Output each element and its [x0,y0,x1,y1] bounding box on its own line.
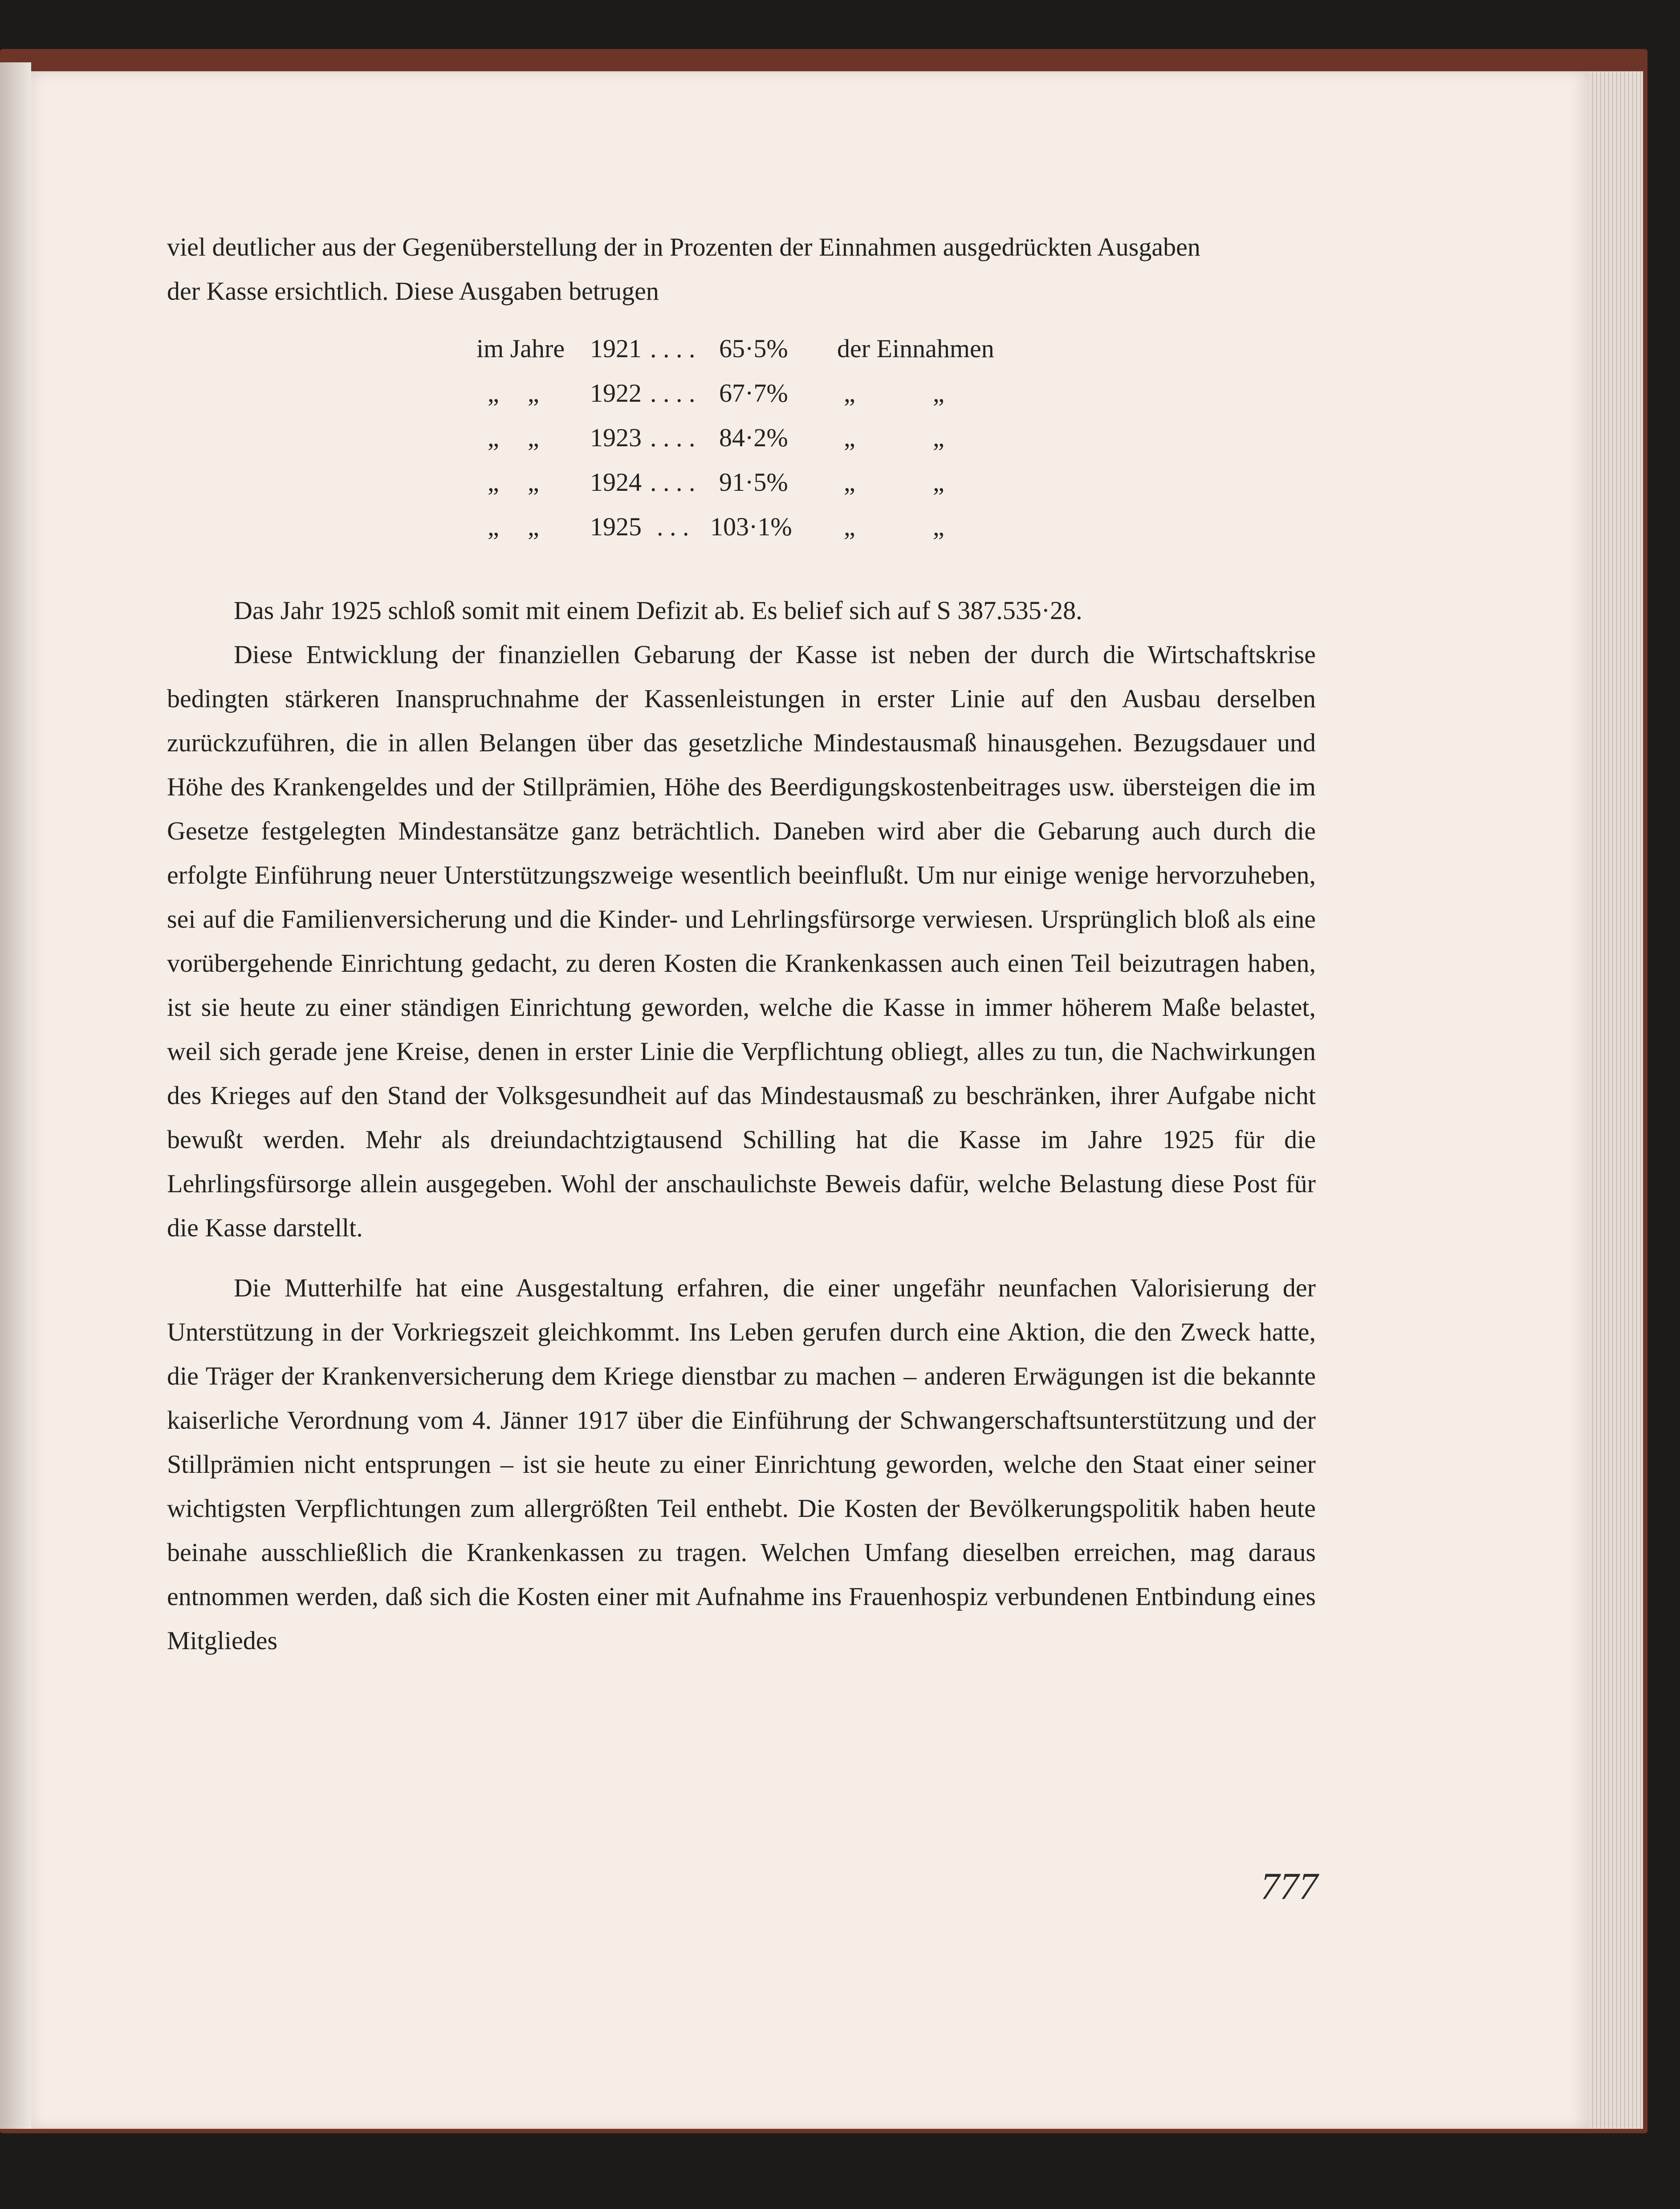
table-ditto: „ [844,468,855,497]
table-ditto: „ [844,423,855,452]
table-ditto: „ [933,468,944,497]
table-ditto: „ [933,512,944,541]
table-suffix: der Einnahmen [837,334,994,363]
table-dots: . . . [657,512,689,541]
left-page-edge [0,62,31,2129]
expense-table [167,326,1316,576]
table-prefix: im Jahre [476,334,565,363]
intro-line-1: viel deutlicher aus der Gegenüberstellung der in Prozenten der Einnahmen ausgedrückten Ausgaben [167,232,1200,261]
table-ditto: „ [488,379,499,408]
page-stack-edge [1590,71,1643,2129]
table-value: 67·7% [719,379,788,408]
table-dots: . . . . [650,423,696,452]
paragraph-deficit: Das Jahr 1925 schloß somit mit einem Defizit ab. Es belief sich auf S 387.535·28. [234,596,1082,625]
table-value: 103·1% [710,512,792,541]
table-ditto: „ [933,379,944,408]
table-value: 91·5% [719,468,788,497]
table-year: 1925 [590,512,642,541]
table-ditto: „ [488,423,499,452]
paragraph-mutterhilfe: Die Mutterhilfe hat eine Ausgestaltung erfahren, die einer ungefähr neunfachen Valorisierung der Unterstützung in der Vorkriegszeit gleichkommt. Ins Leben gerufen durch eine Aktion, die den Zweck hatte, die Träger der Krankenversicherung dem Kriege dienstbar zu machen – anderen Erwägungen ist die bekannte kaiserliche Verordnung vom 4. Jänner 1917 über die Einführung der Schwangerschaftsunterstützung und der Stillprämien nicht entsprungen – ist sie heute zu einer Einrichtung geworden, welche den Staat einer seiner wichtigsten Verpflichtungen zum allergrößten Teil enthebt. Die Kosten der Bevölkerungspolitik haben heute beinahe ausschließlich die Krankenkassen zu tragen. Welchen Umfang dieselben erreichen, mag daraus entnommen werden, daß sich die Kosten einer mit Aufnahme ins Frauenhospiz verbundenen Entbindung eines Mitgliedes [167,1273,1316,1655]
table-value: 84·2% [719,423,788,452]
table-dots: . . . . [650,334,696,363]
table-ditto: „ [528,379,539,408]
page-text [167,225,1316,1663]
table-year: 1921 [590,334,642,363]
table-year: 1924 [590,468,642,497]
page-number: 777 [1261,1865,1318,1907]
table-ditto: „ [528,468,539,497]
table-year: 1923 [590,423,642,452]
table-year: 1922 [590,379,642,408]
table-ditto: „ [528,423,539,452]
paragraph-development: Diese Entwicklung der finanziellen Gebarung der Kasse ist neben der durch die Wirtschaftskrise bedingten stärkeren Inanspruchnahme der Kassenleistungen in erster Linie auf den Ausbau derselben zurückzuführen, die in allen Belangen über das gesetzliche Mindestausmaß hinausgehen. Bezugsdauer und Höhe des Krankengeldes und der Stillprämien, Höhe des Beerdigungskostenbeitrages usw. übersteigen die im Gesetze festgelegten Mindestansätze ganz beträchtlich. Daneben wird aber die Gebarung auch durch die erfolgte Einführung neuer Unterstützungszweige wesentlich beeinflußt. Um nur einige wenige hervorzuheben, sei auf die Familienversicherung und die Kinder- und Lehrlingsfürsorge verwiesen. Ursprünglich bloß als eine vorübergehende Einrichtung gedacht, zu deren Kosten die Krankenkassen auch einen Teil beizutragen haben, ist sie heute zu einer ständigen Einrichtung geworden, welche die Kasse in immer höherem Maße belastet, weil sich gerade jene Kreise, denen in erster Linie die Verpflichtung obliegt, alles zu tun, die Nachwirkungen des Krieges auf den Stand der Volksgesundheit auf das Mindestausmaß zu beschränken, ihrer Aufgabe nicht bewußt werden. Mehr als dreiundachtzigtausend Schilling hat die Kasse im Jahre 1925 für die Lehrlingsfürsorge allein ausgegeben. Wohl der anschaulichste Beweis dafür, welche Belastung diese Post für die Kasse darstellt. [167,640,1316,1242]
intro-line-2: der Kasse ersichtlich. Diese Ausgaben betrugen [167,277,659,306]
table-ditto: „ [844,512,855,541]
table-ditto: „ [528,512,539,541]
table-ditto: „ [488,512,499,541]
table-value: 65·5% [719,334,788,363]
table-ditto: „ [488,468,499,497]
table-ditto: „ [844,379,855,408]
table-ditto: „ [933,423,944,452]
table-dots: . . . . [650,468,696,497]
table-dots: . . . . [650,379,696,408]
